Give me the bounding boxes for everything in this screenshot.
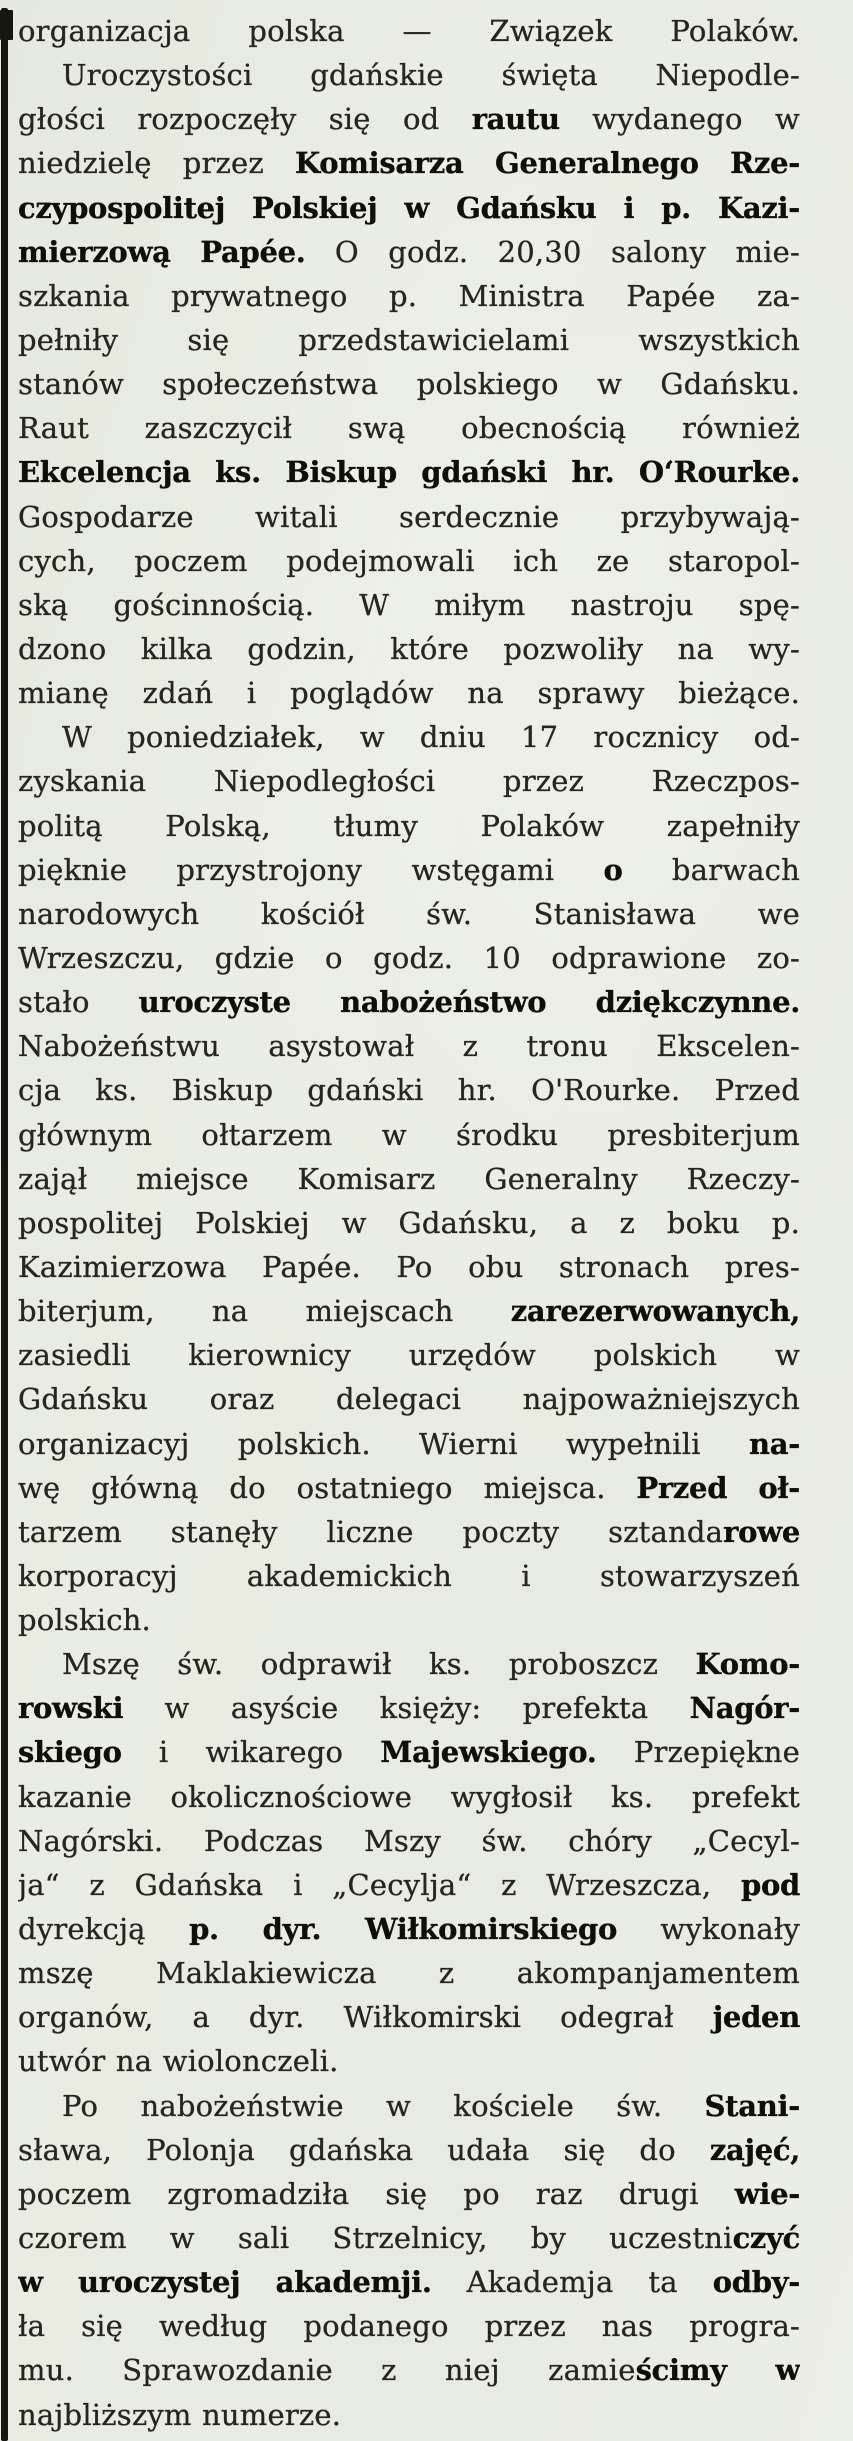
text-line	[18, 1642, 800, 1686]
text-segment: O godz. 20,30 salony mie-	[305, 234, 800, 269]
text-line	[18, 1730, 800, 1774]
bold-text-segment: zarezerwowanych,	[510, 1294, 800, 1329]
text-line	[18, 2260, 800, 2304]
text-line	[18, 2084, 800, 2128]
text-segment: mszę Maklakiewicza z akompanjamentem	[18, 1956, 800, 1991]
text-segment: stało	[18, 985, 139, 1020]
text-segment: mianę zdań i poglądów na sprawy bieżące.	[18, 676, 800, 711]
text-segment: głównym ołtarzem w środku presbiterjum	[18, 1117, 800, 1152]
text-line	[18, 1422, 800, 1466]
text-segment: zyskania Niepodległości przez Rzeczpos-	[18, 764, 800, 799]
text-segment: ską gościnnością. W miłym nastroju spę-	[18, 587, 800, 622]
text-segment: Akademja ta	[431, 2265, 713, 2300]
text-line	[18, 1598, 800, 1642]
text-segment: stanów społeczeństwa polskiego w Gdańsku.	[18, 367, 800, 402]
bold-text-segment: Przed oł-	[636, 1470, 800, 1505]
text-segment: czorem w sali Strzelnicy, by uczestni	[18, 2221, 733, 2256]
text-line	[18, 980, 800, 1024]
text-segment: wydanego w	[559, 102, 800, 137]
text-line	[18, 759, 800, 803]
column-rule	[1, 8, 8, 2441]
text-line	[18, 2216, 800, 2260]
text-line	[18, 1686, 800, 1730]
text-segment: organizacja polska — Związek Polaków.	[18, 14, 800, 48]
text-segment: pospolitej Polskiej w Gdańsku, a z boku p.	[18, 1205, 800, 1240]
text-segment: Po nabożeństwie w kościele św.	[62, 2088, 705, 2123]
text-line	[18, 9, 800, 53]
text-line	[18, 583, 800, 627]
text-segment: dyrekcją	[18, 1912, 190, 1947]
bold-text-segment: Nagór-	[689, 1691, 800, 1726]
text-segment: utwór na wiolonczeli.	[18, 2044, 339, 2079]
text-segment: cych, poczem podejmowali ich ze staropol-	[18, 543, 800, 578]
text-line	[18, 1554, 800, 1598]
text-segment: Gospodarze witali serdecznie przybywają-	[18, 499, 800, 534]
bold-text-segment: o	[603, 852, 623, 887]
text-segment: w asyście księży: prefekta	[123, 1691, 690, 1726]
text-segment: wykonały	[617, 1912, 800, 1947]
text-line	[18, 2348, 800, 2392]
bold-text-segment: Ekcelencja ks. Biskup gdański hr. O‘Rourke.	[18, 455, 800, 490]
text-line	[18, 892, 800, 936]
text-line	[18, 1466, 800, 1510]
bold-text-segment: czypospolitej Polskiej w Gdańsku i p. Kazi-	[18, 190, 800, 225]
text-line	[18, 848, 800, 892]
text-line	[18, 627, 800, 671]
bold-text-segment: skiego	[18, 1735, 122, 1770]
text-line	[18, 406, 800, 450]
text-segment: pięknie przystrojony wstęgami	[18, 852, 604, 887]
text-segment: zasiedli kierownicy urzędów polskich w	[18, 1338, 800, 1373]
bold-text-segment: zajęć,	[709, 2132, 800, 2167]
text-line	[18, 539, 800, 583]
text-line	[18, 1819, 800, 1863]
text-line	[18, 1289, 800, 1333]
text-segment: W poniedziałek, w dniu 17 rocznicy od-	[62, 720, 800, 755]
text-line	[18, 141, 800, 185]
bold-text-segment: rowe	[723, 1514, 800, 1549]
text-line	[18, 1245, 800, 1289]
text-segment: wę główną do ostatniego miejsca.	[18, 1470, 637, 1505]
text-line	[18, 715, 800, 759]
text-segment: głości rozpoczęły się od	[18, 102, 472, 137]
text-line	[18, 318, 800, 362]
text-line	[18, 450, 800, 494]
text-line	[18, 53, 800, 97]
text-line	[18, 97, 800, 141]
text-line	[18, 495, 800, 539]
text-line	[18, 804, 800, 848]
text-segment: organów, a dyr. Wiłkomirski odegrał	[18, 2000, 713, 2035]
text-line	[18, 1907, 800, 1951]
text-line	[18, 1024, 800, 1068]
bold-text-segment: rautu	[471, 102, 560, 137]
text-segment: sława, Polonja gdańska udała się do	[18, 2132, 710, 2167]
text-segment: Gdańsku oraz delegaci najpoważniejszych	[18, 1382, 800, 1417]
bold-text-segment: p. dyr. Wiłkomirskiego	[189, 1912, 618, 1947]
bold-text-segment: Stani-	[704, 2088, 800, 2123]
bold-text-segment: Majewskiego.	[380, 1735, 597, 1770]
text-segment: mu. Sprawozdanie z niej zamie	[18, 2353, 636, 2388]
text-segment: ła się według podanego przez nas progra-	[18, 2309, 800, 2344]
bold-text-segment: odby-	[712, 2265, 800, 2300]
text-segment: Nagórski. Podczas Mszy św. chóry „Cecyl-	[18, 1823, 800, 1858]
text-segment: najbliższym numerze.	[18, 2397, 342, 2432]
bold-text-segment: w uroczystej akademji.	[18, 2265, 432, 2300]
text-line	[18, 274, 800, 318]
text-segment: poczem zgromadziła się po raz drugi	[18, 2176, 735, 2211]
bold-text-segment: na-	[748, 1426, 800, 1461]
text-segment: ja“ z Gdańska i „Cecylja“ z Wrzeszcza,	[18, 1867, 741, 1902]
text-line	[18, 2128, 800, 2172]
text-line	[18, 1333, 800, 1377]
text-line	[18, 186, 800, 230]
text-segment: korporacyj akademickich i stowarzyszeń	[18, 1558, 800, 1593]
bold-text-segment: ścimy w	[635, 2353, 800, 2388]
text-line	[18, 1863, 800, 1907]
text-segment: Wrzeszczu, gdzie o godz. 10 odprawione zo-	[18, 940, 800, 975]
text-line	[18, 230, 800, 274]
text-segment: barwach	[622, 852, 800, 887]
text-line	[18, 1377, 800, 1421]
text-segment: organizacyj polskich. Wierni wypełnili	[18, 1426, 749, 1461]
text-line	[18, 1775, 800, 1819]
text-segment: biterjum, na miejscach	[18, 1294, 511, 1329]
text-segment: narodowych kościół św. Stanisława we	[18, 896, 800, 931]
text-segment: tarzem stanęły liczne poczty sztanda	[18, 1514, 724, 1549]
text-segment: politą Polską, tłumy Polaków zapełniły	[18, 808, 800, 843]
text-segment: i wikarego	[121, 1735, 381, 1770]
text-line	[18, 671, 800, 715]
text-segment: Kazimierzowa Papée. Po obu stronach pres-	[18, 1249, 800, 1284]
text-line	[18, 1157, 800, 1201]
bold-text-segment: uroczyste nabożeństwo dziękczynne.	[138, 985, 800, 1020]
text-segment: Raut zaszczycił swą obecnością również	[18, 411, 800, 446]
text-line	[18, 1068, 800, 1112]
text-segment: zajął miejsce Komisarz Generalny Rzeczy-	[18, 1161, 800, 1196]
text-segment: pełniły się przedstawicielami wszystkich	[18, 322, 800, 357]
bold-text-segment: Komo-	[695, 1647, 800, 1682]
text-segment: szkania prywatnego p. Ministra Papée za-	[18, 278, 800, 313]
bold-text-segment: Komisarza Generalnego Rze-	[294, 146, 800, 181]
bold-text-segment: jeden	[712, 2000, 800, 2035]
text-segment: Przepiękne	[596, 1735, 800, 1770]
bold-text-segment: mierzową Papée.	[18, 234, 306, 269]
bold-text-segment: pod	[741, 1867, 800, 1902]
text-segment: Uroczystości gdańskie święta Niepodle-	[62, 58, 800, 93]
text-line	[18, 1995, 800, 2039]
text-line	[18, 2393, 800, 2437]
text-segment: cja ks. Biskup gdański hr. O'Rourke. Przed	[18, 1073, 800, 1108]
bold-text-segment: wie-	[734, 2176, 800, 2211]
article-body	[18, 9, 800, 2437]
text-line	[18, 2039, 800, 2083]
text-line	[18, 1951, 800, 1995]
text-line	[18, 2304, 800, 2348]
text-line	[18, 1510, 800, 1554]
text-line	[18, 936, 800, 980]
text-line	[18, 362, 800, 406]
text-line	[18, 1113, 800, 1157]
text-line	[18, 1201, 800, 1245]
text-segment: kazanie okolicznościowe wygłosił ks. prefekt	[18, 1779, 800, 1814]
bold-text-segment: czyć	[732, 2221, 800, 2256]
text-segment: polskich.	[18, 1603, 151, 1638]
text-line	[18, 2172, 800, 2216]
text-segment: Mszę św. odprawił ks. proboszcz	[62, 1647, 696, 1682]
text-segment: niedzielę przez	[18, 146, 295, 181]
text-segment: dzono kilka godzin, które pozwoliły na wy-	[18, 631, 800, 666]
bold-text-segment: rowski	[18, 1691, 124, 1726]
text-segment: Nabożeństwu asystował z tronu Ekscelen-	[18, 1029, 800, 1064]
